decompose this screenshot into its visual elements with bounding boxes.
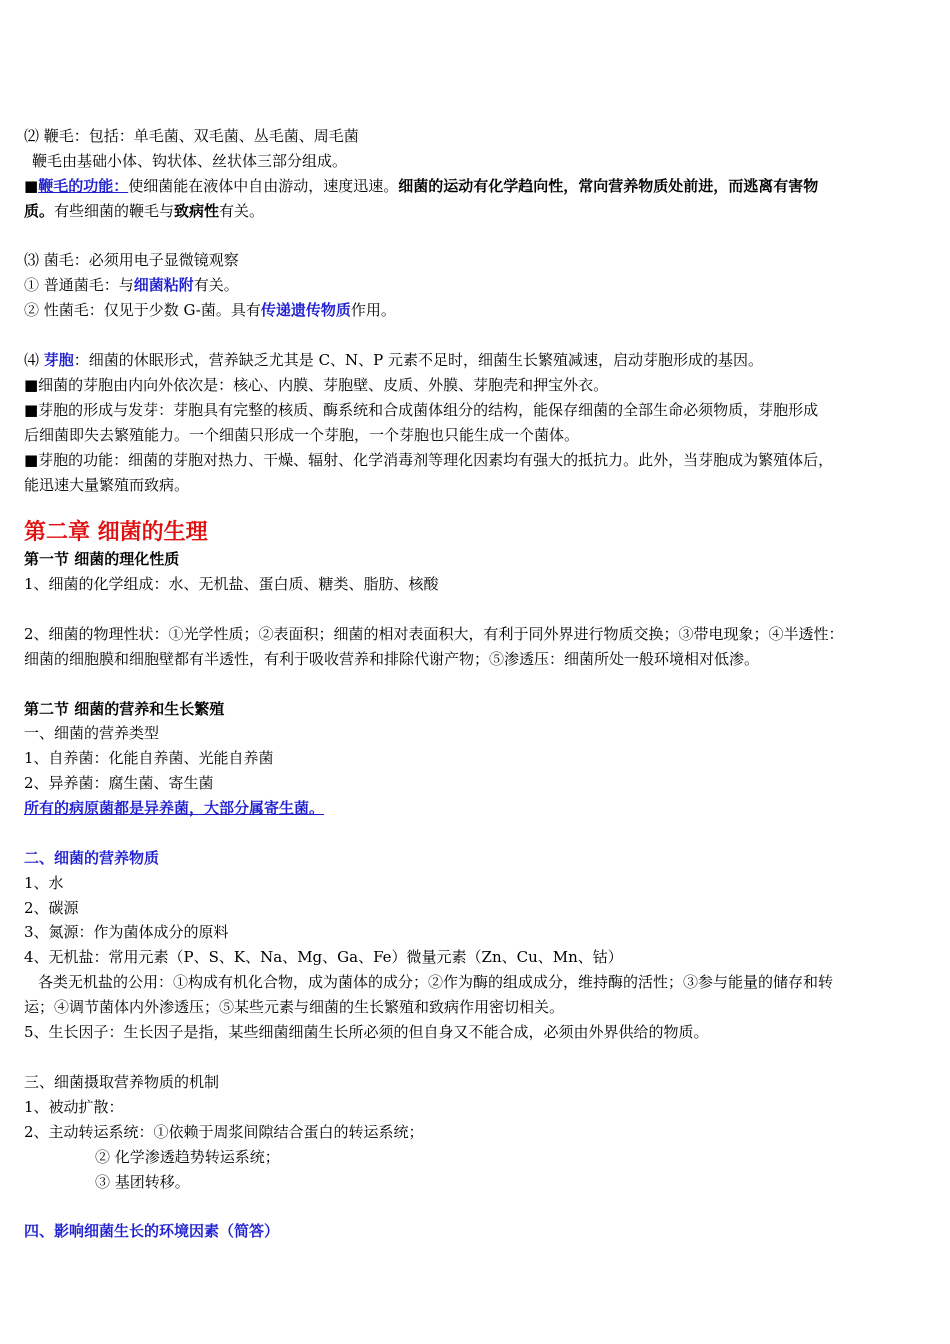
sex-pili (24, 298, 928, 323)
flagella-function-term: 鞭毛的功能： (38, 177, 129, 195)
bold-span: 质。 (24, 202, 55, 220)
flagella-function (24, 174, 928, 199)
spore-formation-cont: 后细菌即失去繁殖能力。一个细菌只形成一个芽胞，一个芽胞也只能生成一个菌体。 (24, 426, 580, 444)
passive-diffusion: 1、被动扩散： (24, 1098, 124, 1116)
salts-functions-cont: 运；④调节菌体内外渗透压；⑤某些元素与细菌的生长繁殖和致病作用密切相关。 (24, 998, 565, 1016)
nutrition-types-heading: 一、细菌的营养类型 (24, 724, 160, 742)
chapter-title: 第二章 细菌的生理 (24, 520, 208, 545)
bold-span: 细菌的运动有化学趋向性，常向营养物质处前进，而逃离有害物 (398, 177, 819, 195)
spore-layers: ■细菌的芽胞由内向外依次是：核心、内膜、芽胞壁、皮质、外膜、芽胞壳和押宝外衣。 (24, 376, 609, 394)
section-1-title: 第一节 细菌的理化性质 (24, 550, 180, 568)
autotroph: 1、自养菌：化能自养菌、光能自养菌 (24, 749, 274, 767)
section-2-title: 第二节 细菌的营养和生长繁殖 (24, 700, 225, 718)
text-span: 有关。 (193, 276, 239, 294)
text-span: ：细菌的休眠形式，营养缺乏尤其是 C、N、P 元素不足时，细菌生长繁殖减速，启动芽胞形成的基因。 (73, 351, 764, 369)
nutrients-heading: 二、细菌的营养物质 (24, 849, 160, 867)
flagella-function-cont (24, 199, 928, 224)
text-span: 使细菌能在液体中自由游动，速度迅速。 (128, 177, 399, 195)
spore-formation: ■芽胞的形成与发芽：芽胞具有完整的核质、酶系统和合成菌体组分的结构，能保存细菌的全部生命必须物质，芽胞形成 (24, 401, 819, 419)
highlight-span: 细菌粘附 (133, 276, 194, 294)
growth-factor: 5、生长因子：生长因子是指，某些细菌细菌生长所必须的但自身又不能合成，必须由外界供给的物质。 (24, 1023, 709, 1041)
nutrient-carbon: 2、碳源 (24, 899, 79, 917)
text-span: 有关。 (219, 202, 265, 220)
group-translocation: ③ 基团转移。 (95, 1173, 190, 1191)
nutrient-salts: 4、无机盐：常用元素（P、S、K、Na、Mg、Ga、Fe）微量元素（Zn、Cu、Mn、钴） (24, 948, 623, 966)
chemiosmotic-transport: ② 化学渗透趋势转运系统； (95, 1148, 280, 1166)
flagella-heading: ⑵ 鞭毛：包括：单毛菌、双毛菌、丛毛菌、周毛菌 (24, 127, 359, 145)
salts-functions: 各类无机盐的公用：①构成有机化合物，成为菌体的成分；②作为酶的组成成分，维持酶的活性；③参与能量的储存和转 (38, 973, 834, 991)
environment-factors-heading: 四、影响细菌生长的环境因素（简答） (24, 1222, 280, 1240)
flagella-structure: 鞭毛由基础小体、钩状体、丝状体三部分组成。 (32, 152, 348, 170)
active-transport: 2、主动转运系统：①依赖于周浆间隙结合蛋白的转运系统； (24, 1123, 424, 1141)
spore-function: ■芽胞的功能：细菌的芽胞对热力、干燥、辐射、化学消毒剂等理化因素均有强大的抵抗力。此外，当芽胞成为繁殖体后， (24, 451, 834, 469)
text-span: ① 普通菌毛：与 (24, 276, 134, 294)
pathogen-note: 所有的病原菌都是异养菌，大部分属寄生菌。 (24, 799, 325, 817)
common-pili (24, 273, 928, 298)
nutrient-water: 1、水 (24, 874, 64, 892)
spore-function-cont: 能迅速大量繁殖而致病。 (24, 476, 190, 494)
heterotroph: 2、异养菌：腐生菌、寄生菌 (24, 774, 214, 792)
bold-span: 致病性 (174, 202, 220, 220)
text-span: ② 性菌毛：仅见于少数 G-菌。具有 (24, 301, 261, 319)
text-span: 作用。 (350, 301, 396, 319)
uptake-heading: 三、细菌摄取营养物质的机制 (24, 1073, 220, 1091)
bullet: ■ (24, 177, 39, 195)
text-span: 有些细菌的鞭毛与 (54, 202, 175, 220)
physical-properties: 2、细菌的物理性状：①光学性质；②表面积；细菌的相对表面积大，有利于同外界进行物质交换；③带电现象；④半透性： (24, 625, 844, 643)
physical-properties-cont: 细菌的细胞膜和细胞壁都有半透性，有利于吸收营养和排除代谢产物；⑤渗透压：细菌所处一般环境相对低渗。 (24, 650, 760, 668)
spore-heading (24, 348, 928, 373)
highlight-span: 传递遗传物质 (260, 301, 351, 319)
text-span: ⑷ (24, 351, 44, 369)
highlight-span: 芽胞 (43, 351, 74, 369)
nutrient-nitrogen: 3、氮源：作为菌体成分的原料 (24, 923, 229, 941)
chemical-composition: 1、细菌的化学组成：水、无机盐、蛋白质、糖类、脂肪、核酸 (24, 575, 439, 593)
pili-heading: ⑶ 菌毛：必须用电子显微镜观察 (24, 251, 239, 269)
